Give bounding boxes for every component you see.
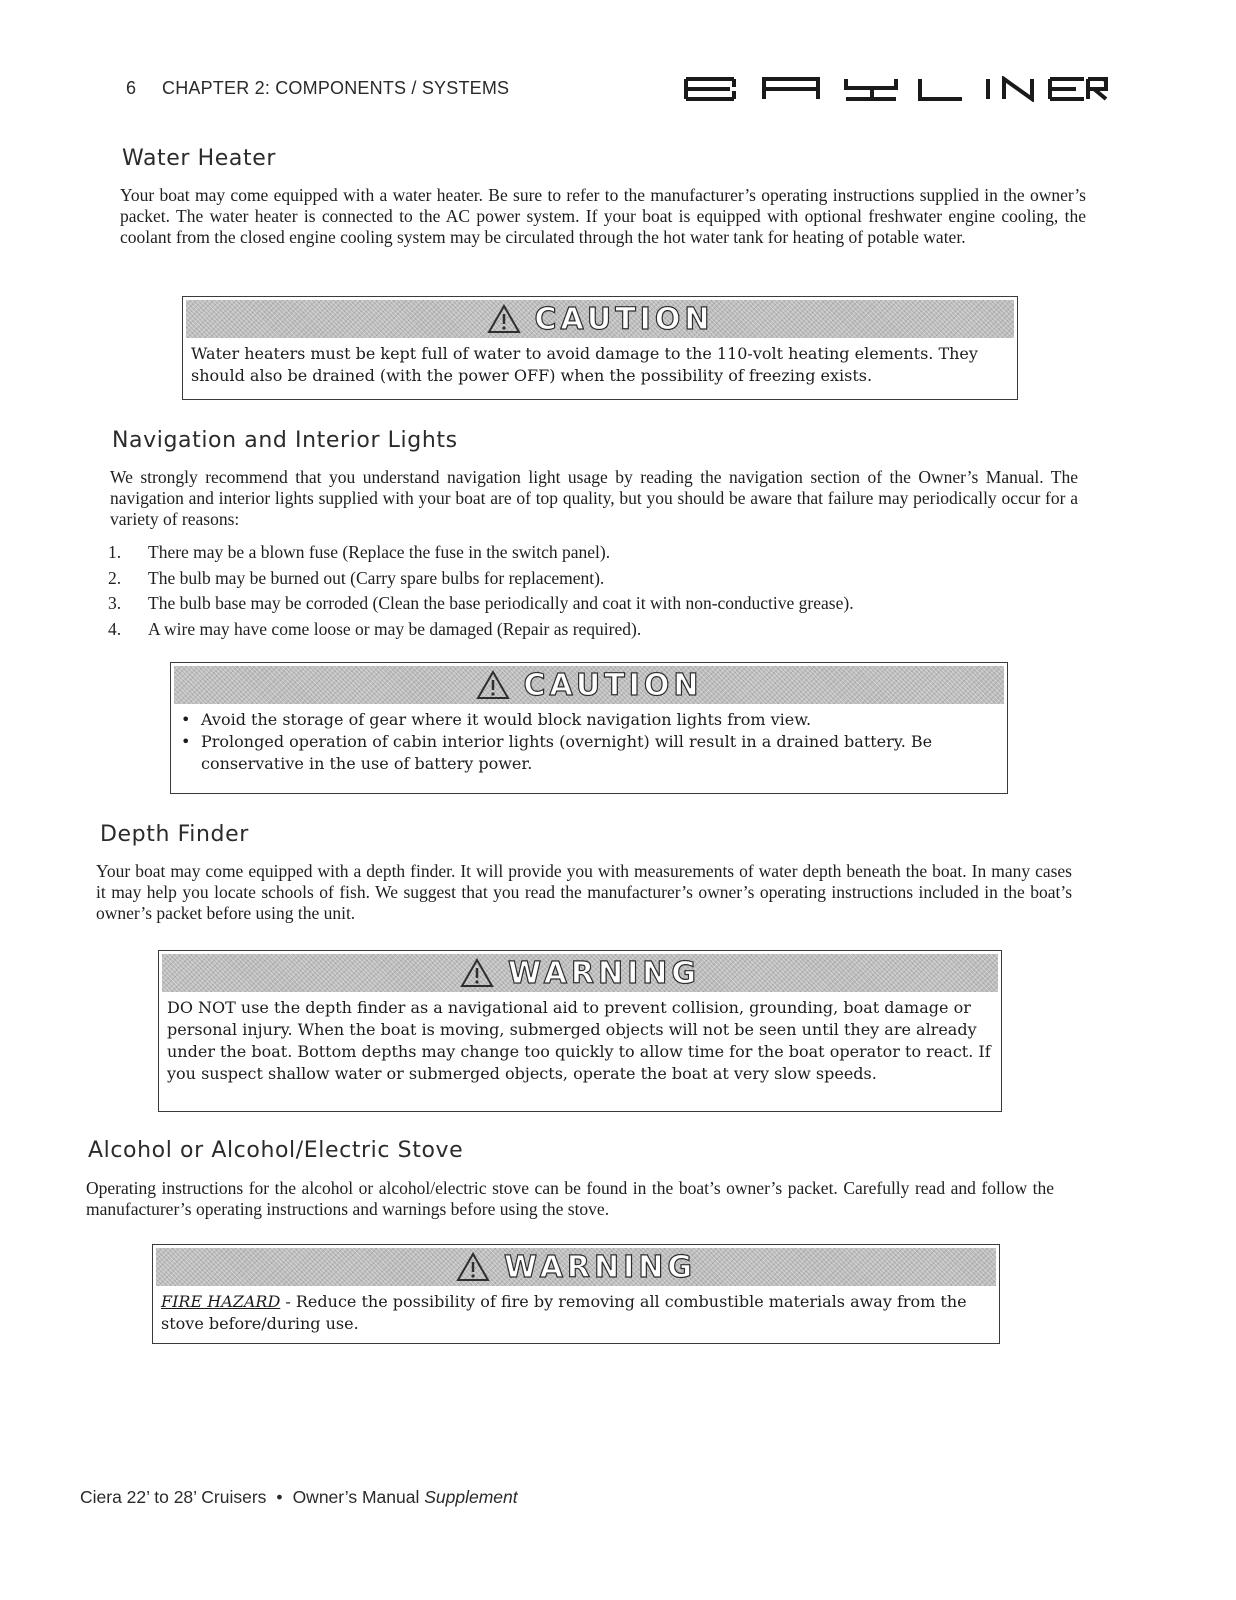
caution-bullets	[171, 704, 1007, 781]
warning-header	[162, 954, 998, 992]
caution-bullet: • Avoid the storage of gear where it would block navigation lights from view.	[181, 710, 812, 729]
nav-lights-paragraph: We strongly recommend that you understand navigation light usage by reading the navigation section of the Owner’s Manual. The navigation and interior lights supplied with your boat are of top quality, but you should be aware that failure may periodically occur for a variety of reasons:	[110, 467, 1078, 529]
caution-bullet: • Prolonged operation of cabin interior lights (overnight) will result in a drained battery. Be conservative in the use of battery power.	[181, 732, 933, 773]
list-item	[108, 591, 1068, 617]
chapter-title: CHAPTER 2: COMPONENTS / SYSTEMS	[162, 78, 510, 98]
footer-model: Ciera 22’ to 28’ Cruisers	[80, 1487, 267, 1507]
warning-box-stove	[152, 1244, 1000, 1344]
list-number: 4.	[108, 618, 122, 639]
depth-finder-paragraph: Your boat may come equipped with a depth finder. It will provide you with measurements of water depth beneath the boat. In many cases it may help you locate schools of fish. We suggest that you read the manufacturer’s owner’s operating instructions included in the boat’s owner’s packet before using the unit.	[96, 861, 1072, 923]
list-item	[108, 540, 1068, 566]
warning-text: DO NOT use the depth finder as a navigational aid to prevent collision, grounding, boat damage or personal injury. When the boat is moving, submerged objects will not be seen until they are already under the boat. Bottom depths may change too quickly to allow time for the boat operator to react. If you suspect shallow water or submerged objects, operate the boat at very slow speeds.	[167, 998, 991, 1083]
caution-title: CAUTION	[523, 667, 703, 703]
stove-paragraph: Operating instructions for the alcohol or alcohol/electric stove can be found in the boat’s owner’s packet. Carefully read and follow the manufacturer’s operating instructions and warnings before using the stove.	[86, 1178, 1054, 1219]
warning-box-depth-finder	[158, 950, 1002, 1112]
list-text: A wire may have come loose or may be damaged (Repair as required).	[148, 618, 642, 639]
caution-box-nav-lights	[170, 662, 1008, 794]
bayliner-logo	[684, 76, 1108, 102]
warning-triangle-icon	[487, 304, 521, 334]
caution-header	[174, 666, 1004, 704]
warning-triangle-icon	[476, 670, 510, 700]
caution-header	[186, 300, 1014, 338]
list-item	[108, 617, 1068, 643]
page-number: 6	[126, 78, 137, 98]
page-footer	[80, 1487, 518, 1508]
footer-supplement: Supplement	[424, 1487, 518, 1507]
list-text: The bulb base may be corroded (Clean the base periodically and coat it with non-conductive grease).	[148, 593, 854, 613]
warning-text	[153, 1286, 999, 1341]
warning-title: WARNING	[503, 1249, 697, 1285]
caution-box-water-heater	[182, 296, 1018, 400]
page-header	[126, 78, 1106, 104]
water-heater-paragraph: Your boat may come equipped with a water heater. Be sure to refer to the manufacturer’s operating instructions supplied in the owner’s packet. The water heater is connected to the AC power system. If your boat is equipped with optional freshwater engine cooling, the coolant from the closed engine cooling system may be circulated through the hot water tank for heating of potable water.	[120, 185, 1086, 247]
warning-title: WARNING	[507, 955, 701, 991]
section-heading-nav-lights: Navigation and Interior Lights	[112, 428, 458, 453]
list-number: 3.	[108, 593, 122, 613]
list-text: The bulb may be burned out (Carry spare bulbs for replacement).	[148, 567, 605, 588]
footer-separator: •	[276, 1487, 283, 1507]
bullet-text: Avoid the storage of gear where it would block navigation lights from view.	[201, 710, 812, 729]
warning-header	[156, 1248, 996, 1286]
warning-body: - Reduce the possibility of fire by removing all combustible materials away from the stove before/during use.	[161, 1292, 967, 1333]
caution-text: Water heaters must be kept full of water to avoid damage to the 110-volt heating elements. They should also be drained (with the power OFF) when the possibility of freezing exists.	[191, 344, 978, 385]
warning-triangle-icon	[456, 1252, 490, 1282]
list-item	[108, 566, 1068, 592]
section-heading-water-heater: Water Heater	[122, 146, 276, 171]
section-heading-stove: Alcohol or Alcohol/Electric Stove	[88, 1138, 464, 1163]
fire-hazard-label: FIRE HAZARD	[161, 1292, 281, 1311]
footer-manual: Owner’s Manual	[292, 1487, 420, 1507]
list-number: 2.	[108, 567, 122, 588]
list-text: There may be a blown fuse (Replace the fuse in the switch panel).	[148, 542, 611, 562]
failure-reasons-list	[108, 540, 1068, 642]
list-number: 1.	[108, 542, 122, 562]
warning-triangle-icon	[460, 958, 494, 988]
section-heading-depth-finder: Depth Finder	[100, 822, 249, 847]
caution-title: CAUTION	[534, 301, 714, 337]
bullet-text: Prolonged operation of cabin interior lights (overnight) will result in a drained battery. Be conservative in the use of battery power.	[201, 732, 933, 773]
